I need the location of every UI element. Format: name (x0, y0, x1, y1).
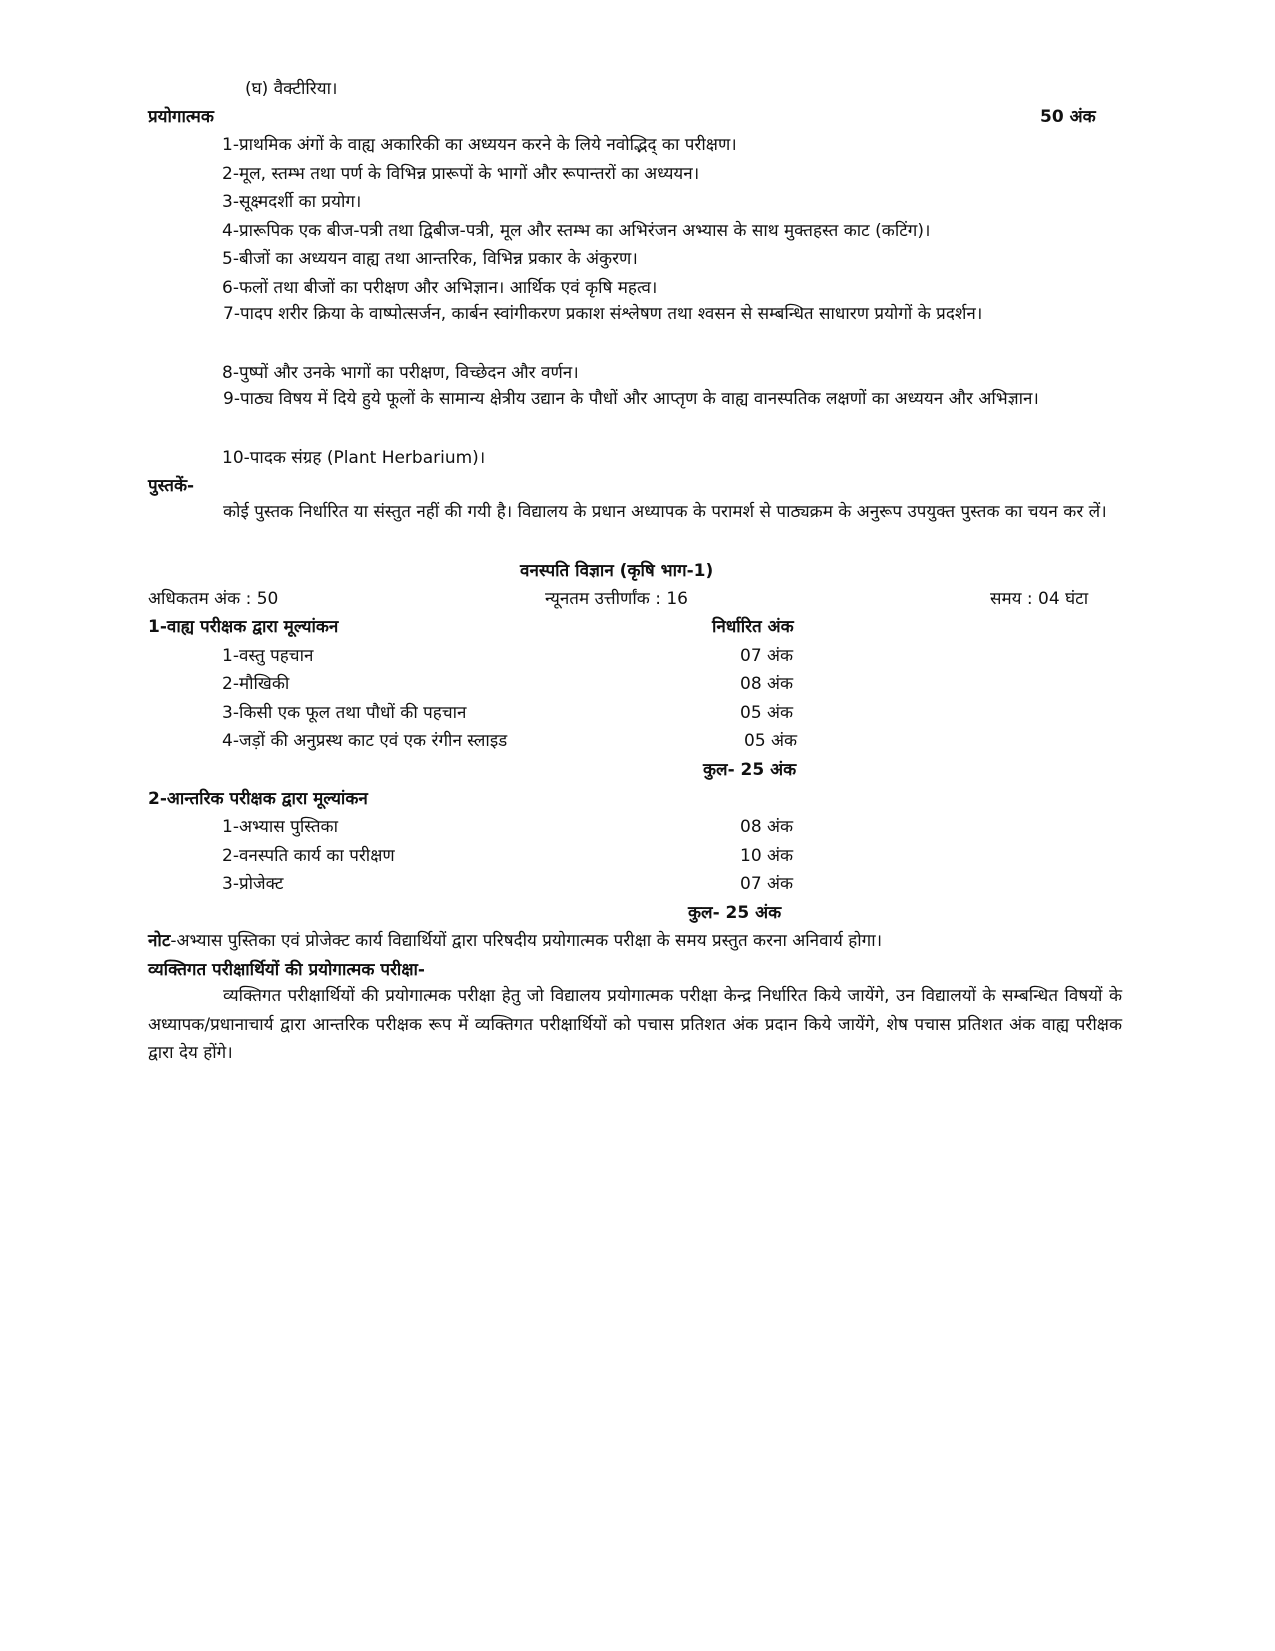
internal-heading: 2-आन्तरिक परीक्षक द्वारा मूल्यांकन (148, 789, 368, 809)
note-label: नोट (148, 931, 171, 951)
practical-marks: 50 अंक (1040, 107, 1096, 127)
external-row-label: 2-मौखिकी (222, 674, 290, 694)
external-row-marks: 05 अंक (744, 731, 798, 751)
min-pass-marks: न्यूनतम उत्तीर्णांक : 16 (545, 589, 688, 609)
external-row-label: 1-वस्तु पहचान (222, 646, 314, 666)
private-paragraph (148, 982, 1122, 1068)
private-heading: व्यक्तिगत परीक्षार्थियों की प्रयोगात्मक परीक्षा- (148, 960, 425, 980)
practical-item-4: 4-प्रारूपिक एक बीज-पत्री तथा द्विबीज-पत्री, मूल और स्तम्भ का अभिरंजन अभ्यास के साथ मुक्तहस्त काट (कटिंग)। (222, 221, 931, 241)
practical-item-7 (148, 300, 1122, 329)
practical-item-2: 2-मूल, स्तम्भ तथा पर्ण के विभिन्न प्रारूपों के भागों और रूपान्तरों का अध्ययन। (222, 164, 700, 184)
internal-row-marks: 07 अंक (740, 874, 794, 894)
external-heading: 1-वाह्य परीक्षक द्वारा मूल्यांकन (148, 617, 339, 637)
practical-item-9-text: 9-पाठ्य विषय में दिये हुये फूलों के सामान्य क्षेत्रीय उद्यान के पौधों और आप्तृण के वाह्य वानस्पतिक लक्षणों का अध्ययन और अभिज्ञान। (223, 389, 1039, 409)
books-heading: पुस्तकें- (148, 476, 195, 496)
internal-row-label: 3-प्रोजेक्ट (222, 874, 284, 894)
practical-item-1: 1-प्राथमिक अंगों के वाह्य अकारिकी का अध्ययन करने के लिये नवोद्भिद् का परीक्षण। (222, 135, 737, 155)
practical-item-7-text: 7-पादप शरीर क्रिया के वाष्पोत्सर्जन, कार्बन स्वांगीकरण प्रकाश संश्लेषण तथा श्वसन से सम्बन्धित साधारण प्रयोगों के प्रदर्शन। (223, 304, 983, 324)
internal-row-marks: 08 अंक (740, 817, 794, 837)
practical-item-10: 10-पादक संग्रह (Plant Herbarium)। (222, 448, 486, 468)
practical-item-3: 3-सूक्ष्मदर्शी का प्रयोग। (222, 192, 362, 212)
practical-item-8: 8-पुष्पों और उनके भागों का परीक्षण, विच्छेदन और वर्णन। (222, 363, 579, 383)
external-total: कुल- 25 अंक (703, 760, 797, 780)
practical-item-6: 6-फलों तथा बीजों का परीक्षण और अभिज्ञान। आर्थिक एवं कृषि महत्व। (222, 278, 658, 298)
max-marks: अधिकतम अंक : 50 (148, 589, 279, 609)
books-text: कोई पुस्तक निर्धारित या संस्तुत नहीं की गयी है। विद्यालय के प्रधान अध्यापक के परामर्श से पाठ्यक्रम के अनुरूप उपयुक्त पुस्तक का चयन कर लें। (223, 502, 1107, 522)
private-text: व्यक्तिगत परीक्षार्थियों की प्रयोगात्मक परीक्षा हेतु जो विद्यालय प्रयोगात्मक परीक्षा केन्द्र निर्धारित किये जायेंगे, उन विद्यालयों के सम्बन्धित विषयों के अध्यापक/प्रधानाचार्य द्वारा आन्तरिक परीक्षक रूप में व्यक्तिगत परीक्षार्थियों को पचास प्रतिशत अंक प्रदान किये जायेंगे, शेष पचास प्रतिशत अंक वाह्य परीक्षक द्वारा देय होंगे। (148, 986, 1122, 1063)
internal-row-label: 2-वनस्पति कार्य का परीक्षण (222, 846, 395, 866)
botany-title: वनस्पति विज्ञान (कृषि भाग-1) (520, 561, 714, 581)
external-row-marks: 08 अंक (740, 674, 794, 694)
internal-row-marks: 10 अंक (740, 846, 794, 866)
external-row-marks: 07 अंक (740, 646, 794, 666)
books-paragraph (148, 498, 1122, 527)
exam-time: समय : 04 घंटा (990, 589, 1089, 609)
note-text: -अभ्यास पुस्तिका एवं प्रोजेक्ट कार्य विद्यार्थियों द्वारा परिषदीय प्रयोगात्मक परीक्षा के समय प्रस्तुत करना अनिवार्य होगा। (170, 931, 883, 951)
marks-heading: निर्धारित अंक (712, 617, 794, 637)
practical-item-9 (148, 385, 1122, 414)
practical-item-5: 5-बीजों का अध्ययन वाह्य तथा आन्तरिक, विभिन्न प्रकार के अंकुरण। (222, 249, 638, 269)
note-line (148, 930, 882, 952)
external-row-label: 3-किसी एक फूल तथा पौधों की पहचान (222, 703, 467, 723)
external-row-label: 4-जड़ों की अनुप्रस्थ काट एवं एक रंगीन स्लाइड (222, 731, 508, 751)
internal-total: कुल- 25 अंक (688, 903, 782, 923)
top-item: (घ) वैक्टीरिया। (245, 79, 338, 99)
practical-heading: प्रयोगात्मक (148, 107, 214, 127)
external-row-marks: 05 अंक (740, 703, 794, 723)
internal-row-label: 1-अभ्यास पुस्तिका (222, 817, 338, 837)
